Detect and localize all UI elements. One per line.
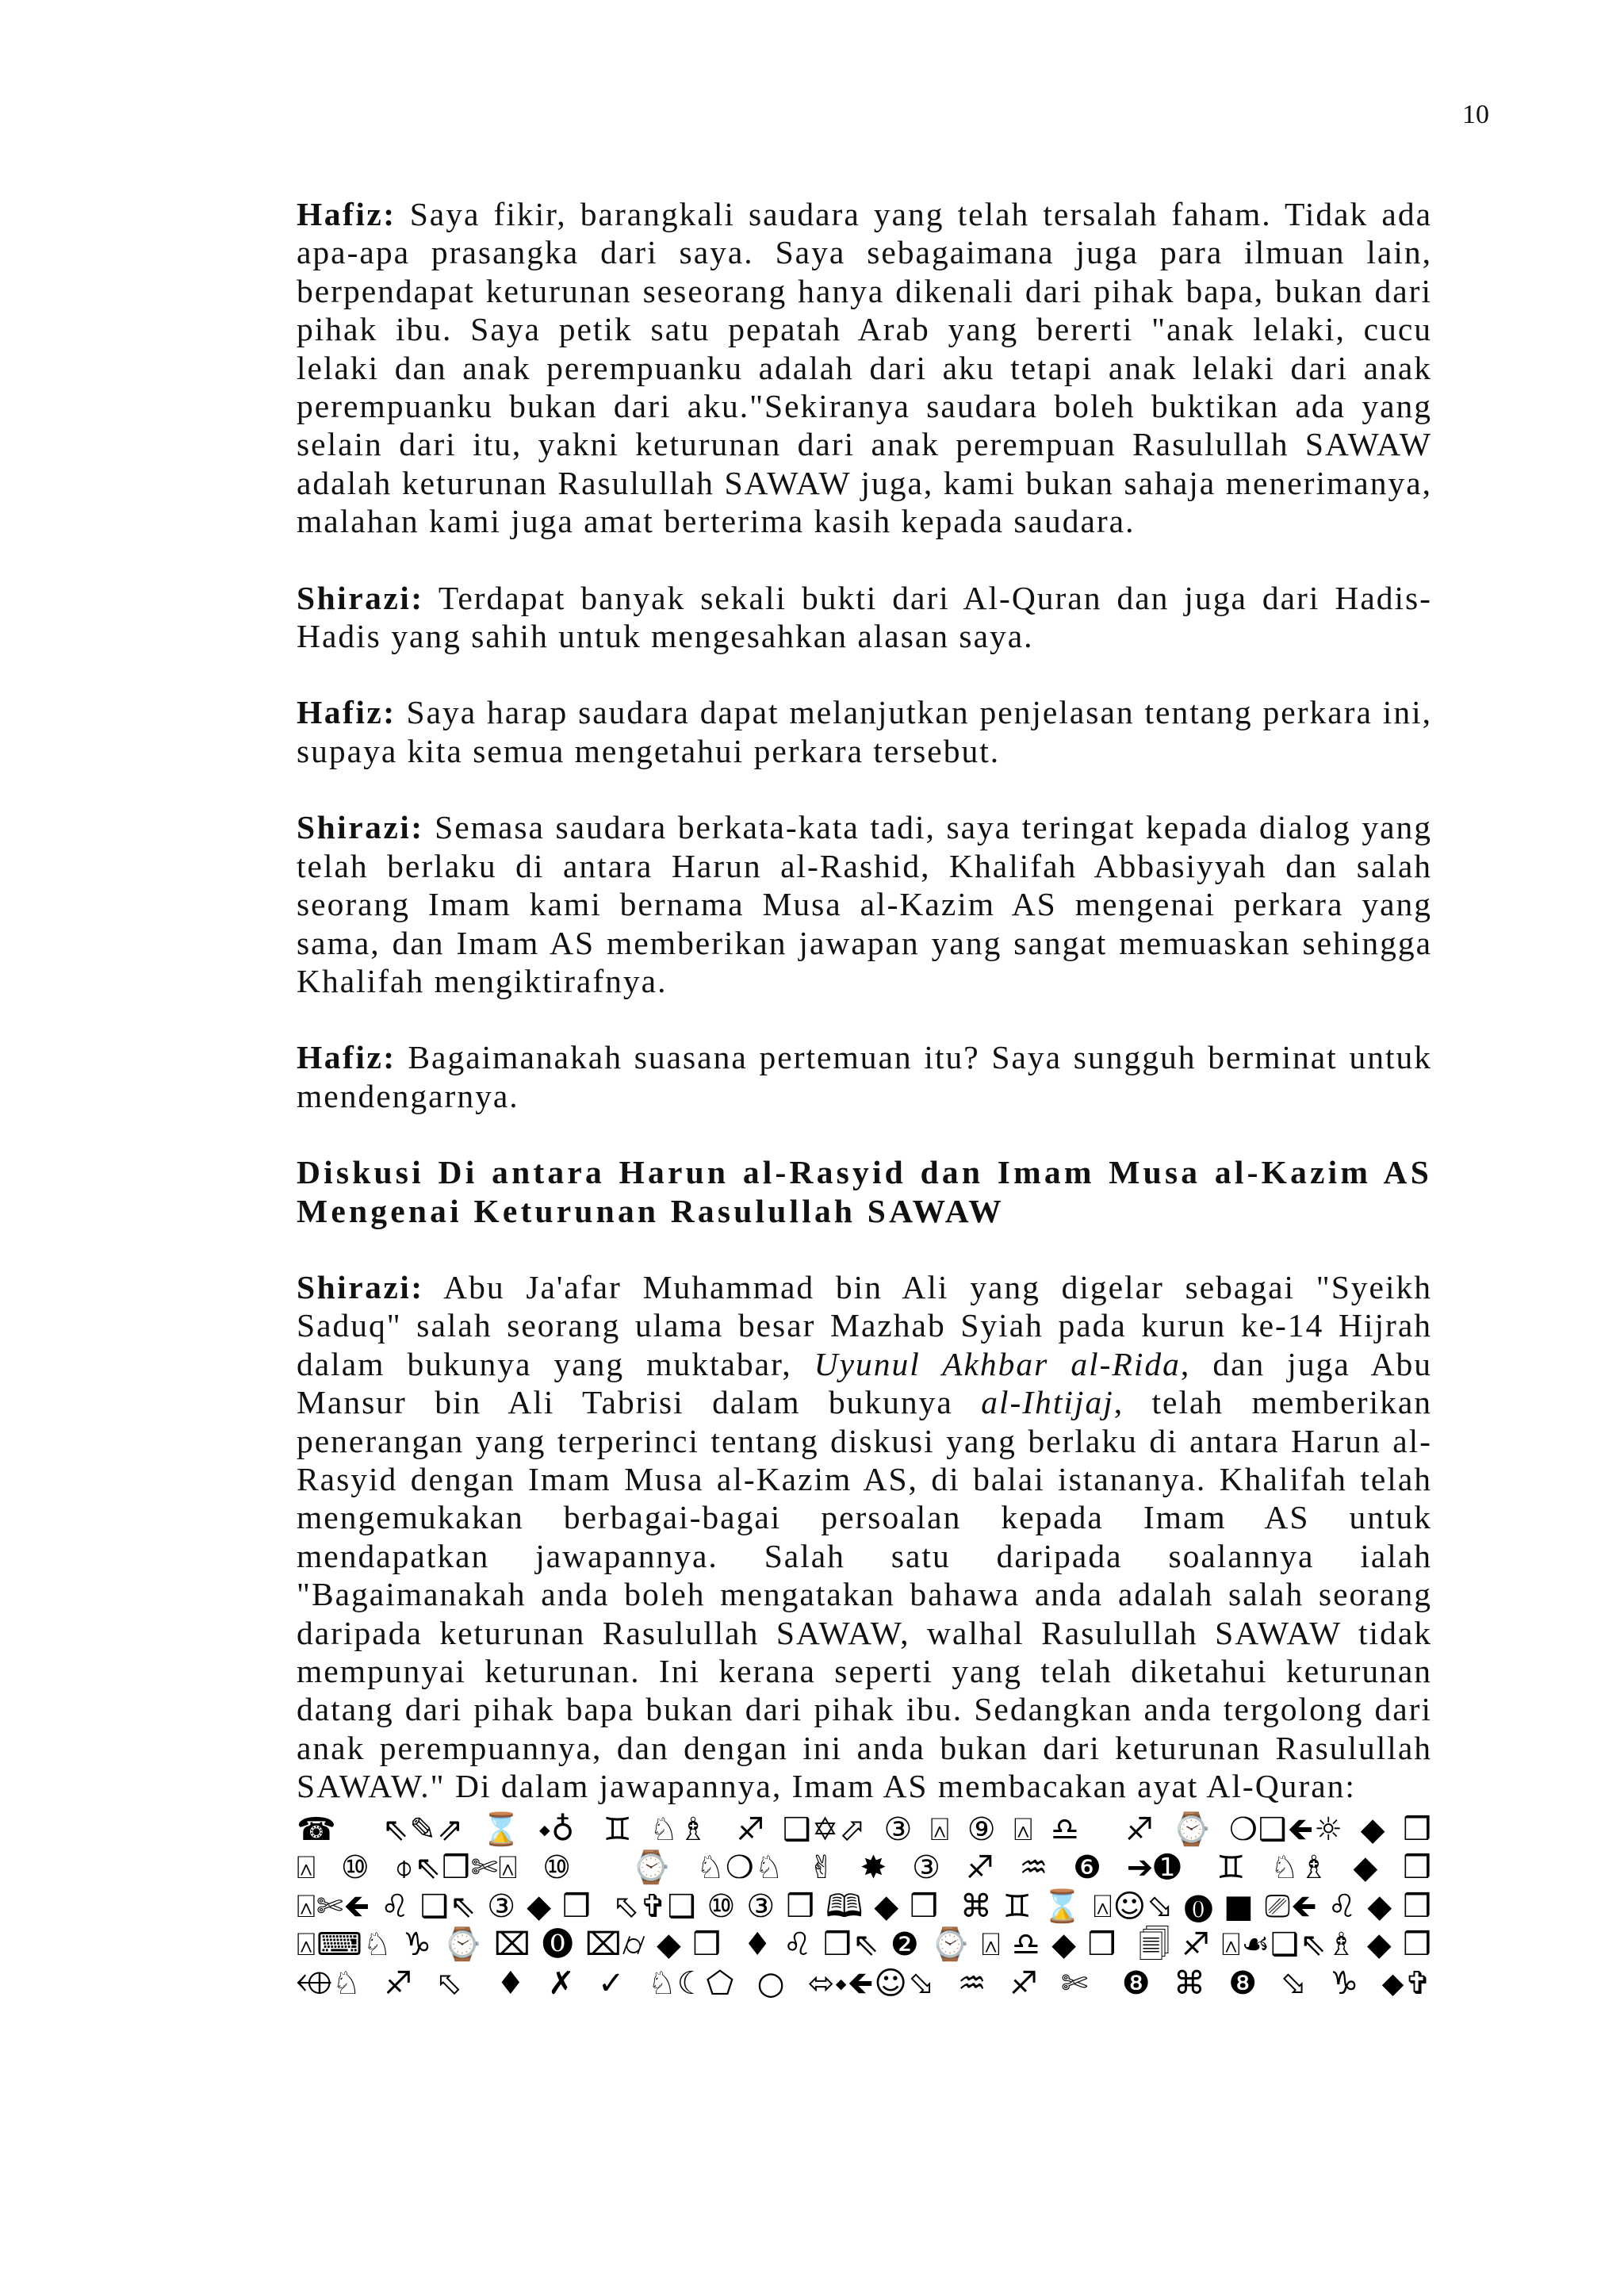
dialogue-paragraph xyxy=(297,808,1432,1000)
symbol-line: ⍓✄🡸♌❑⇖③◆❒ ⬁✞❑⑩③❒🕮◆❒ ⌘♊⌛⍓☺⬂⓿■⎚🡸♌◆❒ xyxy=(297,1888,1432,1925)
dialogue-paragraph xyxy=(297,195,1432,541)
dialogue-paragraph xyxy=(297,1268,1432,1806)
paragraph-text: Bagaimanakah suasana pertemuan itu? Saya sungguh berminat untuk mendengarnya. xyxy=(297,1039,1432,1114)
symbol-line: ⍓⑩⌽⇖❒✄⍓⑩ ⌚♘❍♘✌✸③♐♒❻➔➊ ♊♘♗◆❒ xyxy=(297,1849,1432,1887)
dialogue-paragraph xyxy=(297,693,1432,770)
paragraph-text: Terdapat banyak sekali bukti dari Al-Quran dan juga dari Hadis-Hadis yang sahih untuk mengesahkan alasan saya. xyxy=(297,579,1432,655)
speaker-label: Hafiz: xyxy=(297,694,396,731)
section-heading: Diskusi Di antara Harun al-Rasyid dan Imam Musa al-Kazim AS Mengenai Keturunan Rasulullah SAWAW xyxy=(297,1154,1432,1229)
dialogue-paragraph xyxy=(297,579,1432,656)
paragraph-text: Semasa saudara berkata-kata tadi, saya teringat kepada dialog yang telah berlaku di antara Harun al-Rashid, Khalifah Abbasiyyah dan salah seorang Imam kami bernama Musa al-Kazim AS mengenai perkara yang sama, dan Imam AS memberikan jawapan yang sangat memuaskan sehingga Khalifah mengiktirafnya. xyxy=(297,809,1432,999)
paragraph-text: , telah memberikan penerangan yang terperinci tentang diskusi yang berlaku di antara Harun al-Rasyid dengan Imam Musa al-Kazim AS, di balai istananya. Khalifah telah mengemukakan berbagai-bagai persoalan kepada Imam AS untuk mendapatkan jawapannya. Salah satu daripada soalannya ialah "Bagaimanakah anda boleh mengatakan bahawa anda adalah salah seorang daripada keturunan Rasulullah SAWAW, walhal Rasulullah SAWAW tidak mempunyai keturunan. Ini kerana seperti yang telah diketahui keturunan datang dari pihak bapa bukan dari pihak ibu. Sedangkan anda tergolong dari anak perempuannya, dan dengan ini anda bukan dari keturunan Rasulullah SAWAW." Di dalam jawapannya, Imam AS membacakan ayat Al-Quran: xyxy=(297,1384,1432,1805)
speaker-label: Hafiz: xyxy=(297,1039,396,1076)
speaker-label: Hafiz: xyxy=(297,196,396,232)
book-title: al-Ihtijaj xyxy=(981,1384,1114,1421)
paragraph-text: , dan juga Abu Mansur bin Ali Tabrisi dalam bukunya xyxy=(297,1345,1432,1421)
symbol-line: ⍓⌨♘♑⌚⌧⓿⌧⌭◆❒ ♦♌❒⇖❷⌚⍓♎◆❒ 🗐♐⍓☙❑⇖♗◆❒ xyxy=(297,1926,1432,1964)
book-title: Uyunul Akhbar al-Rida xyxy=(814,1345,1181,1382)
dialogue-paragraph xyxy=(297,1038,1432,1115)
symbol-line: ⬲♘♐⬁ ♦✗✓♘☾⬠○⬄⬩🡸☺⬂♒♐✄ ❽⌘❽⬂♑⬥✞ xyxy=(297,1965,1432,2002)
page-body xyxy=(297,195,1432,2003)
page-number: 10 xyxy=(1462,100,1489,129)
symbol-line: ☎ ⇖✎⇗⌛⬩♁ ♊♘♗ ♐❑✡⬀③⍓⑨⍓♎ ♐⌚❍❑🡸☼◆❒ xyxy=(297,1811,1432,1848)
paragraph-text: Saya harap saudara dapat melanjutkan penjelasan tentang perkara ini, supaya kita semua mengetahui perkara tersebut. xyxy=(297,694,1432,769)
speaker-label: Shirazi: xyxy=(297,579,424,616)
speaker-label: Shirazi: xyxy=(297,1268,424,1305)
paragraph-text: Saya fikir, barangkali saudara yang telah tersalah faham. Tidak ada apa-apa prasangka dari saya. Saya sebagaimana juga para ilmuan lain, berpendapat keturunan seseorang hanya dikenali dari pihak bapa, bukan dari pihak ibu. Saya petik satu pepatah Arab yang bererti "anak lelaki, cucu lelaki dan anak perempuanku adalah dari aku tetapi anak lelaki dari anak perempuanku bukan dari aku."Sekiranya saudara boleh buktikan ada yang selain dari itu, yakni keturunan dari anak perempuan Rasulullah SAWAW adalah keturunan Rasulullah SAWAW juga, kami bukan sahaja menerimanya, malahan kami juga amat berterima kasih kepada saudara. xyxy=(297,196,1432,540)
speaker-label: Shirazi: xyxy=(297,809,424,846)
quran-verse-symbol-block xyxy=(297,1811,1432,2003)
paragraph-text: Abu Ja'afar Muhammad bin Ali yang digelar sebagai "Syeikh Saduq" salah seorang ulama besar Mazhab Syiah pada kurun ke-14 Hijrah dalam bukunya yang muktabar, xyxy=(297,1268,1432,1382)
